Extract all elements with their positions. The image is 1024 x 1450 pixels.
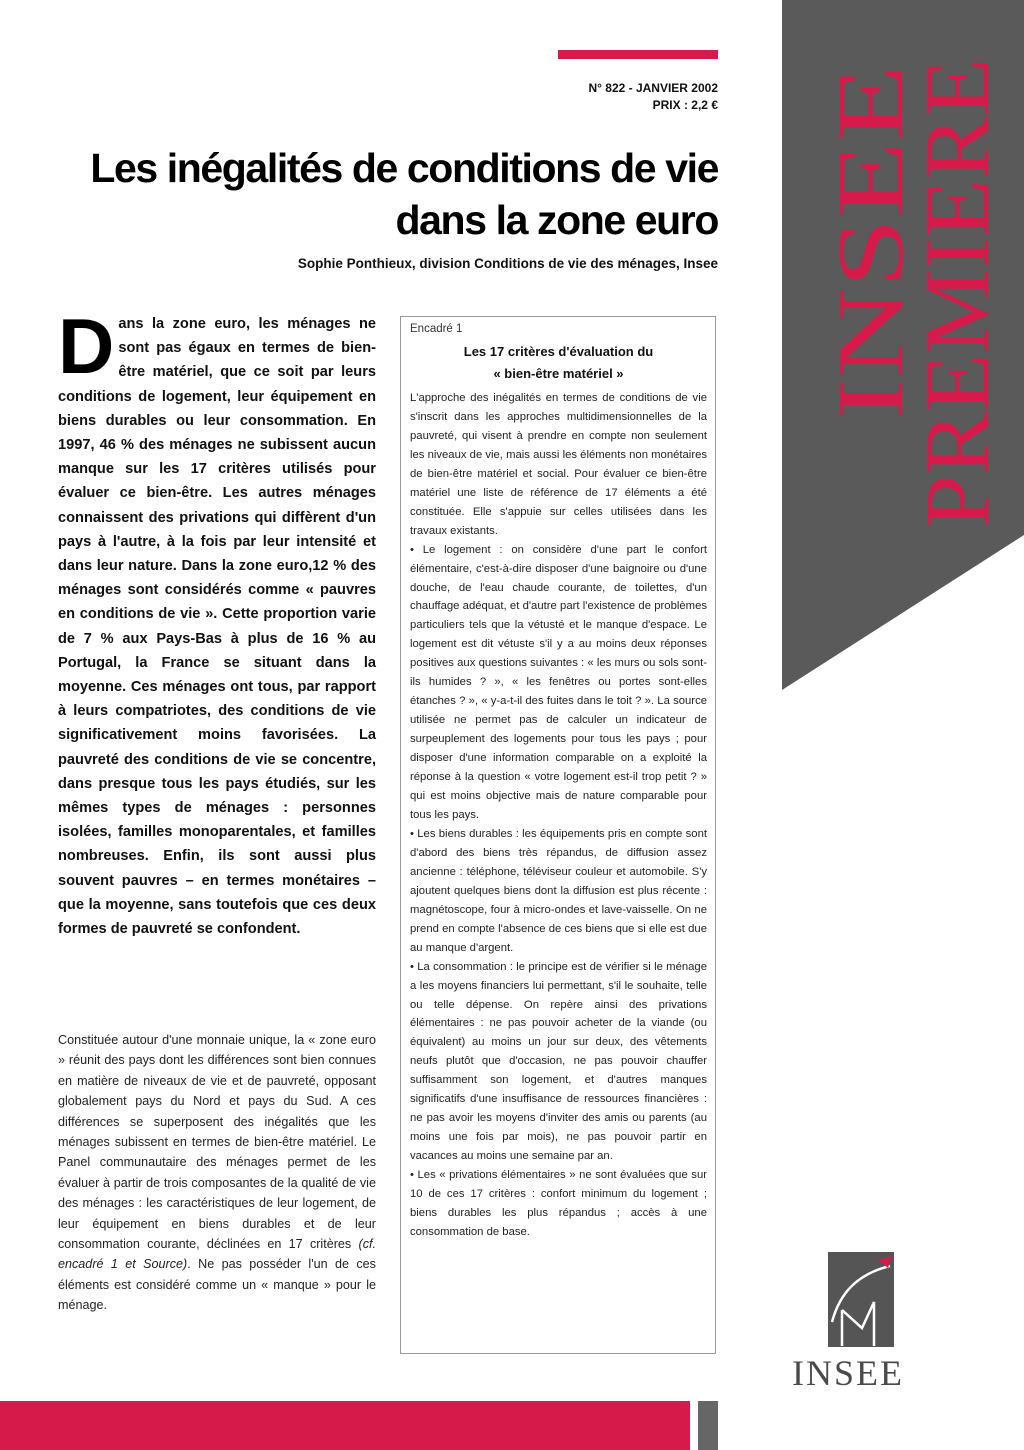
insee-logo	[778, 1252, 918, 1402]
box-paragraph: • La consommation : le principe est de vérifier si le ménage a les moyens financiers lui permettant, s'il le souhaite, telle ou telle dépense. On repère ainsi des privations élémentaires : ne pas pouvoir acheter de la viande (ou équivalent) au moins un jour sur deux, des vêtements neufs plutôt que d'occasion, ne pas pouvoir chauffer suffisamment son logement, et d'autres manques significatifs d'une insuffisance de ressources financières : ne pas avoir les moyens d'inviter des amis ou parents (au moins une fois par mois), ne pas pouvoir partir en vacances au moins une semaine par an.	[410, 960, 707, 1163]
issue-price: PRIX : 2,2 €	[652, 98, 718, 112]
title-line-1: Les inégalités de conditions de vie	[90, 145, 718, 191]
abstract-text: ans la zone euro, les ménages ne sont pas égaux en termes de bien-être matériel, que ce soit par leurs conditions de logement, leur équipement en biens durables ou leur consommation. En 1997, 46 % des ménages ne subissent aucun manque sur les 17 critères utilisés pour évaluer ce bien-être. Les autres ménages connaissent des privations qui diffèrent d'un pays à l'autre, à la fois par leur intensité et dans leur nature. Dans la zone euro,12 % des ménages sont considérés comme « pauvres en conditions de vie ». Cette proportion varie de 7 % aux Pays-Bas à plus de 16 % au Portugal, la France se situant dans la moyenne. Ces ménages ont tous, par rapport à leurs compatriotes, des conditions de vie significativement moins favorisées. La pauvreté des conditions de vie se concentre, dans presque tous les pays étudiés, sur les mêmes types de ménages : personnes isolées, familles monoparentales, et familles nombreuses. Enfin, ils sont aussi plus souvent pauvres – en termes monétaires – que la moyenne, sans toutefois que ces deux formes de pauvreté se confondent.	[58, 316, 376, 938]
box-title-line-1: Les 17 critères d'évaluation du	[463, 344, 654, 359]
intro-text-1: Constituée autour d'une monnaie unique, la « zone euro » réunit des pays dont les différences sont bien connues en matière de niveaux de vie et de pauvreté, opposant globalement pays du Nord et pays du Sud. A ces différences se superposent des inégalités que les ménages subissent en termes de bien-être matériel. Le Panel communautaire des ménages permet de les évaluer à partir de trois composantes de la qualité de vie des ménages : les caractéristiques de leur logement, de leur équipement en biens durables et de leur consommation courante, déclinées en 17 critères	[58, 1033, 376, 1252]
intro-text-2: . Ne pas posséder l'un de ces éléments est considéré comme un « manque » pour le ménage.	[58, 1257, 376, 1313]
issue-number: N° 822 - JANVIER 2002	[588, 81, 718, 95]
issue-info	[588, 80, 718, 114]
title-line-2: dans la zone euro	[395, 197, 718, 243]
top-accent-bar	[558, 50, 718, 59]
box-paragraph: • Les biens durables : les équipements pris en compte sont d'abord des biens très répandus, de diffusion assez ancienne : téléphone, téléviseur couleur et automobile. S'y ajoutent quelques biens dont la diffusion est plus récente : magnétoscope, four à micro-ondes et lave-vaisselle. On ne prend en compte l'absence de ces biens que si elle est due au manque d'argent.	[410, 827, 707, 954]
box-label: Encadré 1	[410, 323, 463, 335]
intro-reference: (cf. encadré 1 et Source)	[58, 1237, 376, 1272]
box-paragraph: • Les « privations élémentaires » ne sont évaluées que sur 10 de ces 17 critères : confort minimum du logement ; biens durables les plus répandus ; accès à une consommation de base.	[410, 1169, 707, 1238]
author-line: Sophie Ponthieux, division Conditions de vie des ménages, Insee	[297, 256, 718, 271]
banner-wordmark	[790, 0, 1016, 560]
box-title-line-2: « bien-être matériel »	[493, 366, 624, 381]
page-title	[38, 142, 718, 246]
box-title	[410, 341, 707, 385]
abstract	[58, 302, 376, 941]
box-body	[410, 389, 707, 1242]
box-paragraph: • Le logement : on considère d'une part le confort élémentaire, c'est-à-dire disposer d'une baignoire ou d'une douche, de l'eau chaude courante, de toilettes, d'un chauffage adéquat, et d'autre part l'existence de problèmes particuliers tels que la vétusté et le manque d'espace. Le logement est dit vétuste s'il y a au moins deux réponses positives aux questions suivantes : « les murs ou sols sont-ils humides ? », « les fenêtres ou portes sont-elles étanches ? », « y-a-t-il des fuites dans le toit ? ». La source utilisée ne permet pas de calculer un indicateur de surpeuplement des logements pour tous les pays ; pour disposer d'une information comparable on a exploité la réponse à la question « votre logement est-il trop petit ? » qui est moins objective mais de nature comparable pour tous les pays.	[410, 543, 707, 821]
box-paragraph: L'approche des inégalités en termes de conditions de vie s'inscrit dans les approches multidimensionnelles de la pauvreté, qui visent à prendre en compte non seulement les niveaux de vie, mais aussi les éléments non monétaires de bien-être matériel et social. Pour évaluer ce bien-être matériel une liste de référence de 17 éléments a été constituée. Elle s'appuie sur celles utilisées dans les travaux existants.	[410, 392, 708, 537]
bottom-grey-bar	[698, 1401, 718, 1450]
banner-word-premiere: PREMIERE	[906, 73, 1008, 528]
insee-logo-text: INSEE	[792, 1353, 904, 1393]
insee-logo-mark-icon	[828, 1252, 894, 1347]
bottom-accent-bar	[0, 1401, 690, 1450]
banner-word-insee: INSEE	[819, 153, 923, 420]
intro-paragraph	[58, 1030, 376, 1316]
drop-cap: D	[58, 302, 115, 390]
encadre-box	[400, 316, 716, 1354]
